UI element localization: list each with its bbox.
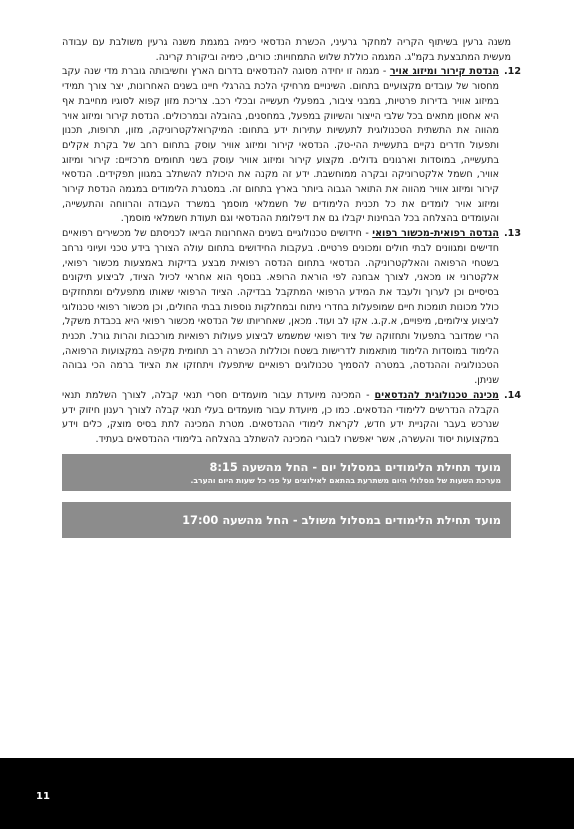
section-number: 13. [503,228,521,240]
section-14 [62,389,521,448]
day-track-note: מערכת השעות של מסלולי היום משתרעת בהתאם לאילוצים על פני כל שעות היום והערב. [190,475,501,485]
day-track-banner [62,454,511,491]
combined-track-banner [62,502,511,538]
section-13 [62,227,521,389]
section-title: הנדסת קירור ומיזוג אויר [389,66,499,78]
section-title: מכינה טכנולוגית להנדסאים [374,389,499,401]
section-body: - חידושים טכנולוגיים בשנים האחרונות הביאו לכניסתם של מכשירים רפואיים חדישים ומגוונים לבתי חולים ומכונים פרטיים. בעקבות החידושים בתחום עולה הצורך בידע טכני ועיוני נרחב בשטחי הרפואה והאלקטרוניקה. הנדסאי בתחום הנדסה רפואית מבצע בדיקות באמצעות מכשור רפואי, אלקטרוני או מכאני, לצורך אבחנה לפי הוראת הרופא. בנוסף הוא אחראי לכיול הציוד, לביצוע תיקונים בסיסיים וכן לערוך ולעבד את המידע הרפואי המתקבל בבדיקה. הציוד הרפואי שאותו מתפעלים ומתחזקים כולל מכונות תומכות חיים שמופעלות בחדרי ניתוח ובמחלקות נוספות בבתי החולים, וכן מכשור רפואי טכנולוגי לביצוע צילומים, מיפויים, א.ק.ג. אקו לב ועוד. מכאן, שאחריותו של הנדסאי מכשור רפואי היא בכבדת משקל, הרי שמדובר בתפעול ותחזוקה של ציוד רפואי שמשמש לביצוע פעולות רפואיות מורכבות והרות גורל. תכנית הלימוד במוסדות הלימוד מותאמות לדרישות בשטח וכוללות הכשרה רב תחומית מקיפה במקצועות הרפואה, הטכנולוגיה וההנדסה, במטרה להסמיך טכנולוגים רפואיים שיתפעלו ויתחזקו את הציוד ברמה הכי גבוהה שניתן. [62,228,499,387]
section-14-text [62,389,521,448]
page-number: 11 [36,791,50,802]
section-title: הנדסה רפואית-מכשור רפואי [372,228,499,240]
content-column [62,36,521,538]
day-track-title: מועד תחילת הלימודים במסלול יום - החל מהשעה 8:15 [209,459,501,474]
intro-paragraph: משנה גרעין בשיתוף הקריה למחקר גרעיני, הכשרת הנדסאי כימיה במגמת משנה גרעין משולבת עם עבודה מעשית המתבצעת בקמ"ג. המגמה כוללת שלוש התמחויות: כורים, כימיה וביקורת קרינה. [62,37,511,63]
section-12 [62,65,521,227]
section-13-text [62,227,521,389]
combined-track-title: מועד תחילת הלימודים במסלול משולב - החל מהשעה 17:00 [182,512,501,527]
section-body: - המכינה מיועדת עבור מועמדים חסרי תנאי קבלה, לצורך השלמת תנאי הקבלה הנדרשים ללימודי הנדסאים. כמו כן, מיועדת עבור מועמדים בעלי תנאי קבלה לצורך רענון חיזוק ידע שנרכש בעבר והקניית ידע חדש, לקראת לימודי ההנדסאים. מטרת המכינה לתת בסיס מוצק, כלים וידע במקצועות יסוד והעשרה, אשר יאפשרו לבוגרי המכינה להשתלב בהצלחה בלימודי ההנדסאים בעתיד. [62,389,499,445]
page-footer [0,758,574,829]
section-number: 14. [503,389,521,401]
section-12-text [62,65,521,227]
section-number: 12. [503,66,521,78]
section-body: - מגמה זו יחידה מסוגה להנדסאים בדרום הארץ וחשיבותה גוברת מדי שנה עקב מחסור של עובדים מקצועיים בתחום. השינויים מרחיקי הלכת בהרגלי חיינו בשנים האחרונות, יצר צורך תמידי במיזוג אוויר בדירות פרטיות, במבני ציבור, במפעלי תעשייה ובכלי רכב. צריכת מזון קפוא לסוגיו מחייבת אף היא אחסון מתאים בכל שלבי הייצור והשיווק במפעל, במחסנים, בהובלה ובמרכולים. הנדסת קירור ומיזוג אויר מהווה את התשתית הטכנולוגית לתעשיות עתירות ידע בתחום: המיקרואלקטרוניקה, מזון, תרופות, תכנון ותפעול חדרים נקיים בתעשיית ההי-טק. הנדסאי קירור ומיזוג אוויר עוסק בתחום רחב של בקרת אקלים בתעשייה, במוסדות וארגונים גדולים. מקצוע קירור ומיזוג אוויר עוסק בשני תחומים מרכזיים: קירור ומיזוג אוויר, חשמל אלקטרוניקה ובקרה ממוחשבת. ידע זה מקנה את היכולת להשתלב במגוון תפקידים. הנדסאי קירור ומיזוג אוויר מהווה את התואר הגבוה ביותר בארץ בתחום זה. במסגרת הלימודים במגמה הנדסת קירור ומיזוג אויר לומדים את כל תכנית הלימודים של חשמלאי מוסמך במשרד העבודה והרווחה והתעשייה, והעומדים בהצלחה בכל הבחינות יקבלו גם את דיפלומת ההנדסאי וגם תעודת חשמלאי מוסמך. [62,66,499,225]
